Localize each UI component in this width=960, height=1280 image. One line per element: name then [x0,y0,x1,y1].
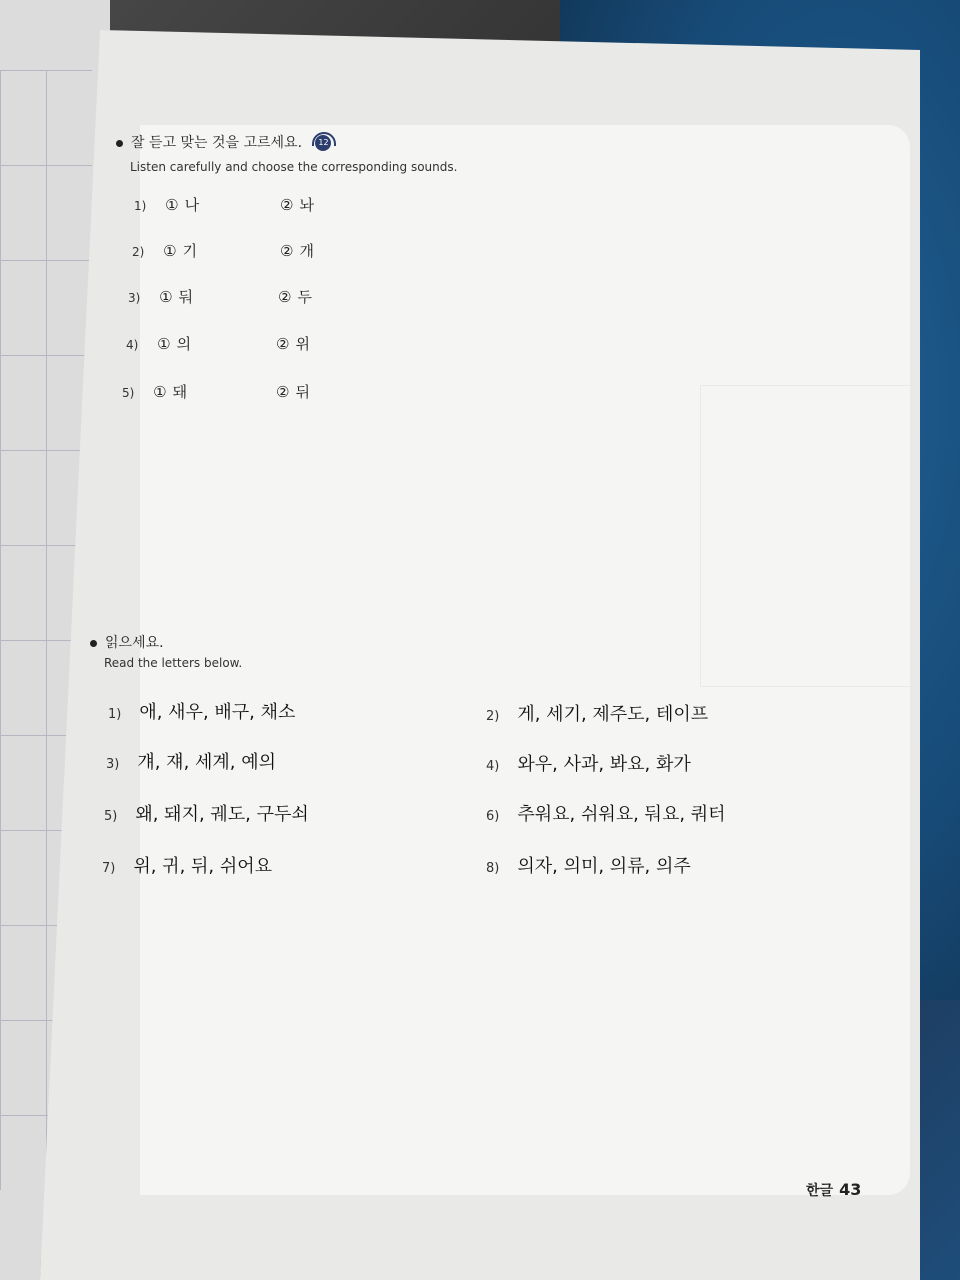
page-number: 43 [839,1180,862,1199]
option-mark: ① [157,335,171,353]
reading-item-text: 의자, 의미, 의류, 의주 [517,856,691,877]
option-text: 놔 [299,196,314,214]
option-mark: ① [165,196,179,214]
option-text: 개 [299,242,314,260]
reading-title-text: 읽으세요. [105,635,164,651]
reading-item [104,800,309,826]
reading-item-text: 추워요, 쉬워요, 둬요, 쿼터 [517,804,726,825]
listening-item [128,286,193,307]
reading-item [102,852,272,878]
page-content-panel [140,125,910,1195]
reading-item [486,852,691,878]
option-mark: ② [276,383,290,401]
option-text: 기 [182,242,198,260]
item-number: 8) [486,861,500,876]
item-number: 1) [134,199,147,213]
book-page [40,30,920,1280]
item-number: 7) [102,861,116,876]
audio-track-icon [312,134,334,152]
option-text: 나 [184,196,200,214]
item-number: 6) [486,809,500,824]
bleed-through-box [700,385,952,687]
listening-subtitle: Listen carefully and choose the corresponding sounds. [130,160,458,174]
reading-item-text: 게, 세기, 제주도, 테이프 [517,704,709,725]
item-number: 3) [128,291,141,305]
option-mark: ② [276,335,290,353]
option-mark: ① [153,383,167,401]
option-mark: ① [163,242,177,260]
reading-item-text: 위, 귀, 뒤, 쉬어요 [133,856,273,877]
item-number: 2) [132,245,145,259]
item-number: 4) [126,338,139,352]
option-mark: ② [280,196,294,214]
reading-title [90,632,164,652]
listening-item-opt2 [276,333,310,354]
reading-item [486,700,708,726]
item-number: 5) [122,386,135,400]
footer-label: 한글 [806,1183,834,1199]
reading-item-text: 걔, 쟤, 세계, 예의 [137,752,277,773]
item-number: 3) [106,757,120,772]
listening-item-opt2 [276,381,310,402]
listening-item [122,381,187,402]
reading-item [106,748,276,774]
option-text: 뒤 [295,383,310,401]
option-text: 둬 [178,288,194,306]
reading-item [108,698,295,724]
option-text: 위 [295,335,310,353]
listening-item [132,240,197,261]
item-number: 1) [108,707,122,722]
reading-item-text: 애, 새우, 배구, 채소 [139,702,296,723]
item-number: 4) [486,759,500,774]
option-mark: ② [280,242,294,260]
bullet-icon [90,640,97,647]
reading-item-text: 와우, 사과, 봐요, 화가 [517,754,691,775]
listening-title [116,132,334,152]
listening-item [134,194,199,215]
item-number: 2) [486,709,500,724]
track-number: 12 [315,135,331,151]
reading-item [486,750,691,776]
item-number: 5) [104,809,118,824]
reading-item [486,800,726,826]
listening-title-text: 잘 듣고 맞는 것을 고르세요. [131,135,303,151]
bullet-icon [116,140,123,147]
reading-subtitle: Read the letters below. [104,656,243,670]
option-text: 돼 [172,383,188,401]
page-footer [806,1180,861,1200]
listening-item-opt2 [280,194,314,215]
option-text: 두 [297,288,312,306]
option-mark: ① [159,288,173,306]
listening-item [126,333,191,354]
option-text: 의 [176,335,192,353]
listening-item-opt2 [280,240,314,261]
reading-item-text: 왜, 돼지, 궤도, 구두쇠 [135,804,309,825]
listening-item-opt2 [278,286,312,307]
option-mark: ② [278,288,292,306]
